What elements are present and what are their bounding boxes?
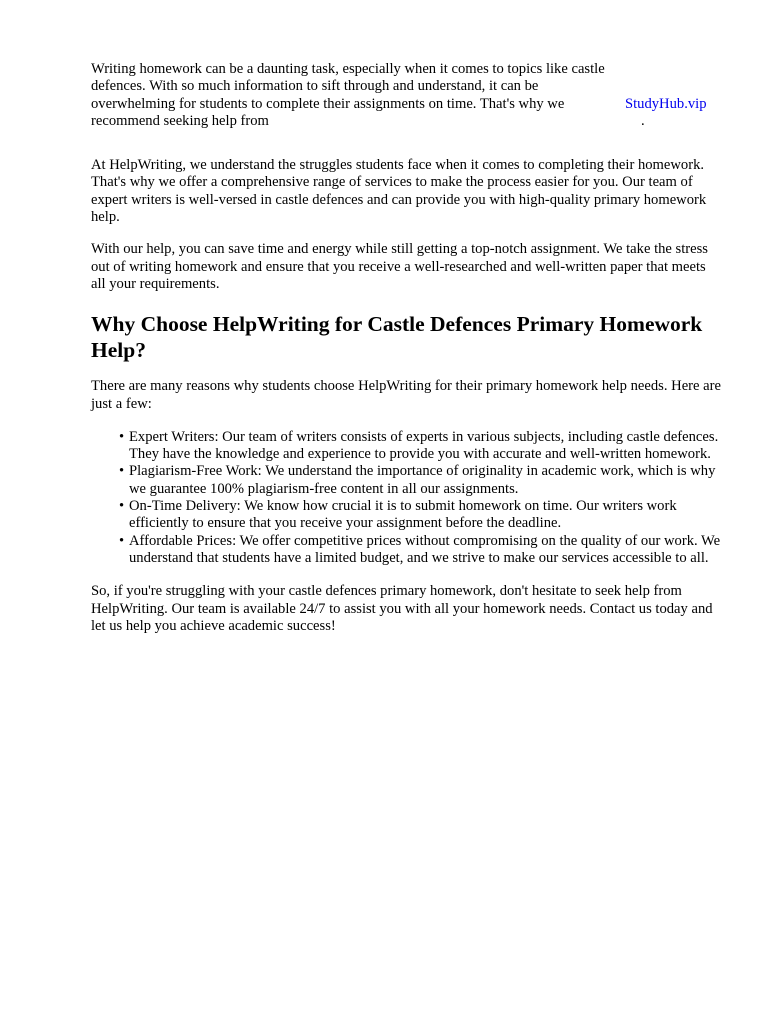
intro-block: [91, 61, 723, 130]
intro-paragraph: [91, 61, 611, 130]
list-item: [119, 498, 723, 533]
studyhub-link[interactable]: StudyHub.vip: [625, 96, 707, 112]
studyhub-link-wrap: [625, 96, 707, 128]
bullet-icon: •: [119, 532, 125, 549]
list-item-text: Plagiarism-Free Work: We understand the importance of originality in academic work, which is why we guarantee 100% plagiarism-free content in all our assignments.: [129, 463, 716, 497]
intro-period: .: [641, 113, 645, 130]
paragraph-benefits: With our help, you can save time and energy while still getting a top-notch assignment. We take the stress out of writing homework and ensure that you receive a well-researched and well-written paper that meets all your requirements.: [91, 241, 708, 292]
reasons-intro: There are many reasons why students choose HelpWriting for their primary homework help needs. Here are just a few:: [91, 378, 721, 412]
section-heading: Why Choose HelpWriting for Castle Defences Primary Homework Help?: [91, 312, 703, 363]
paragraph-services: At HelpWriting, we understand the struggles students face when it comes to completing their homework. That's why we offer a comprehensive range of services to make the process easier for you. Our team of expert writers is well-versed in castle defences and can provide you with high-quality primary homework help.: [91, 157, 707, 226]
intro-text: Writing homework can be a daunting task, especially when it comes to topics like castle defences. With so much information to sift through and understand, it can be overwhelming for students to complete their assignments on time. That's why we recommend seeking help from: [91, 61, 605, 129]
list-item-text: Expert Writers: Our team of writers consists of experts in various subjects, including castle defences. They have the knowledge and experience to provide you with accurate and well-written homework.: [129, 428, 719, 463]
bullet-icon: •: [119, 498, 125, 515]
reasons-list: [91, 429, 723, 567]
bullet-icon: •: [119, 463, 125, 480]
list-item-text: On-Time Delivery: We know how crucial it is to submit homework on time. Our writers work efficiently to ensure that you receive your assignment before the deadline.: [129, 498, 677, 532]
document-page: [91, 61, 723, 635]
closing-paragraph: So, if you're struggling with your castle defences primary homework, don't hesitate to seek help from HelpWriting. Our team is available 24/7 to assist you with all your homework needs. Contact us today and let us help you achieve academic success!: [91, 583, 713, 634]
list-item-text: Affordable Prices: We offer competitive prices without compromising on the quality of our work. We understand that students have a limited budget, and we strive to make our services accessible to all.: [129, 532, 721, 566]
list-item: [119, 463, 723, 498]
list-item: [119, 428, 723, 464]
bullet-icon: •: [119, 428, 125, 445]
list-item: [119, 532, 723, 568]
